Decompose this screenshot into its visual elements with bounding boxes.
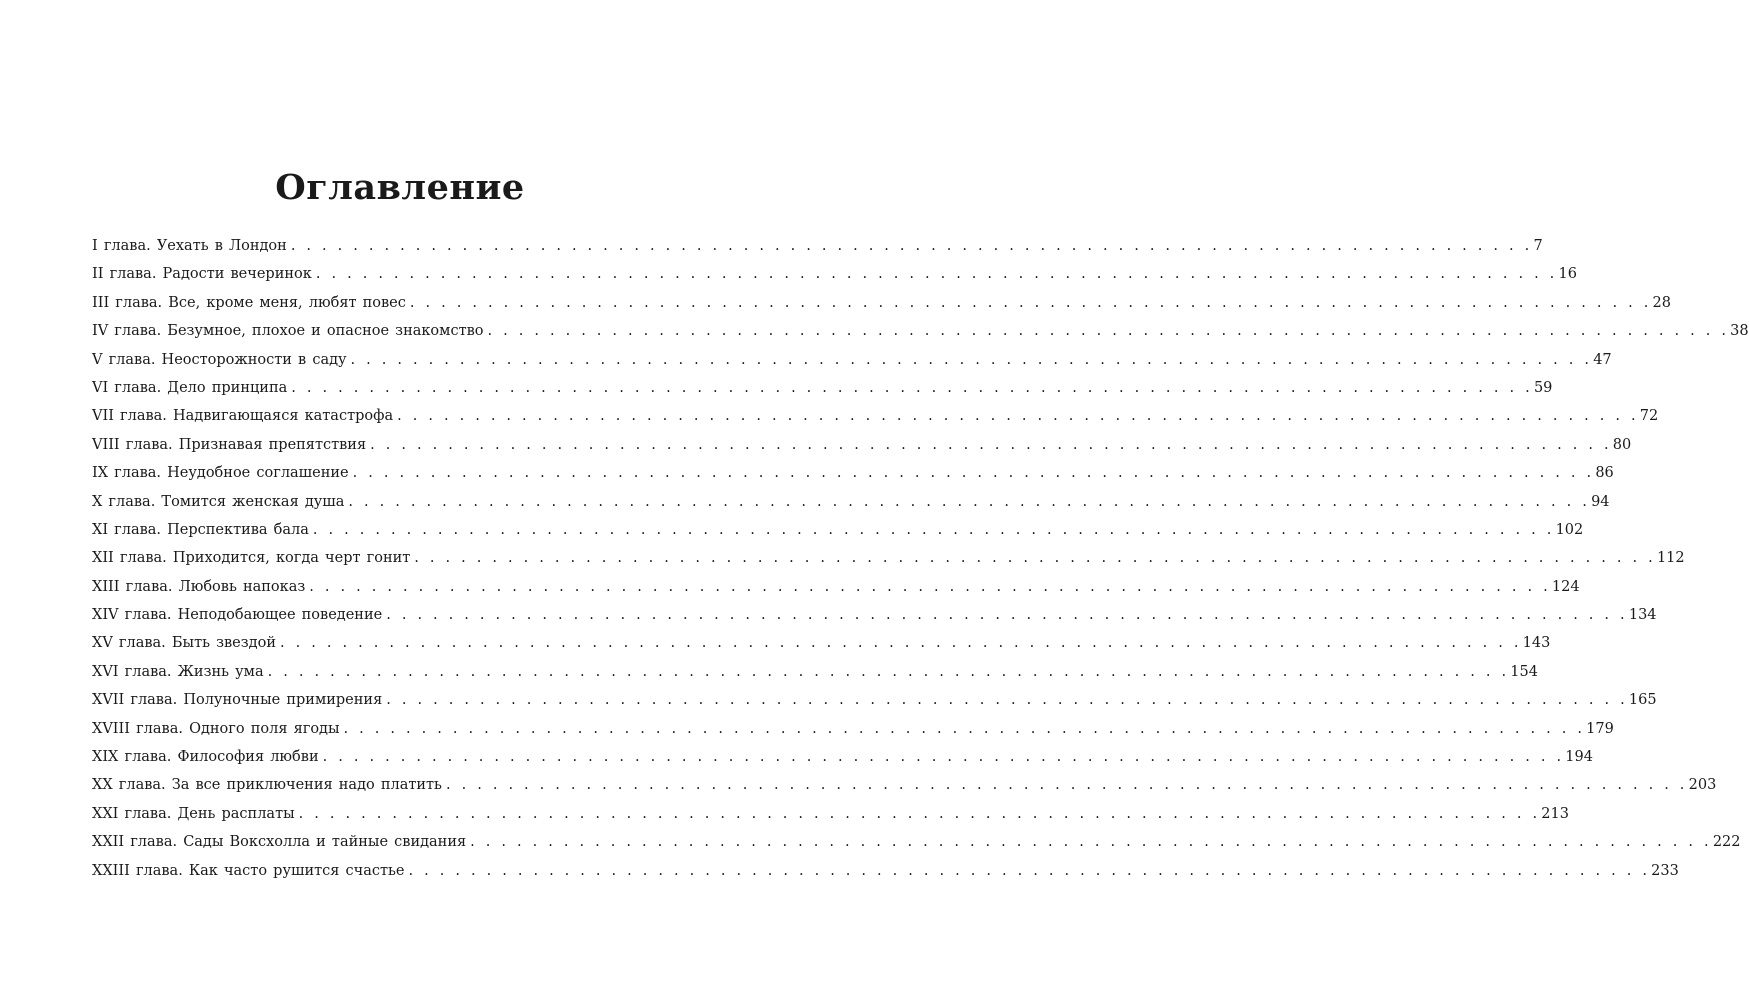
page-number: 47	[1593, 351, 1612, 368]
dot-leader: . . . . . . . . . . . . . . . . . . . . . . . . . . . . . . . . . . . . . . . . . . . . . . . . . . . . . . . . . . . . . . . . . . . . . . . . . . . . . . . .	[291, 379, 1533, 396]
page-number: 222	[1712, 834, 1741, 851]
toc-entry	[92, 317, 1749, 345]
dot-leader: . . . . . . . . . . . . . . . . . . . . . . . . . . . . . . . . . . . . . . . . . . . . . . . . . . . . . . . . . . . . . . . . . . . . . . . . . . . . . . . .	[267, 663, 1510, 680]
toc-entry	[92, 743, 1593, 771]
page-number: 203	[1688, 777, 1717, 794]
dot-leader: . . . . . . . . . . . . . . . . . . . . . . . . . . . . . . . . . . . . . . . . . . . . . . . . . . . . . . . . . . . . . . . . . . . . . . . . . . . . . . . .	[312, 521, 1555, 538]
dot-leader: . . . . . . . . . . . . . . . . . . . . . . . . . . . . . . . . . . . . . . . . . . . . . . . . . . . . . . . . . . . . . . . . . . . . . . . . . . . . . . . .	[280, 635, 1522, 652]
chapter-title: V глава. Неосторожности в саду	[92, 351, 347, 368]
dot-leader: . . . . . . . . . . . . . . . . . . . . . . . . . . . . . . . . . . . . . . . . . . . . . . . . . . . . . . . . . . . . . . . . . . . . . . . . . . . . . . . .	[397, 408, 1639, 425]
page-title: Оглавление	[275, 167, 525, 208]
dot-leader: . . . . . . . . . . . . . . . . . . . . . . . . . . . . . . . . . . . . . . . . . . . . . . . . . . . . . . . . . . . . . . . . . . . . . . . . . . . . . . . .	[352, 465, 1595, 482]
toc-entry	[92, 516, 1584, 544]
page-number: 233	[1651, 862, 1679, 879]
chapter-title: II глава. Радости вечеринок	[92, 266, 312, 283]
chapter-title: X глава. Томится женская душа	[92, 493, 345, 510]
toc-entry	[92, 800, 1569, 828]
page-number: 102	[1555, 521, 1584, 538]
toc-entry	[92, 828, 1741, 856]
chapter-title: VIII глава. Признавая препятствия	[92, 436, 367, 453]
chapter-title: XII глава. Приходится, когда черт гонит	[92, 550, 411, 567]
dot-leader: . . . . . . . . . . . . . . . . . . . . . . . . . . . . . . . . . . . . . . . . . . . . . . . . . . . . . . . . . . . . . . . . . . . . . . . . . . . . . . . .	[470, 834, 1712, 851]
toc-entry	[92, 686, 1657, 714]
chapter-title: XXII глава. Сады Воксхолла и тайные свидания	[92, 834, 467, 851]
page-number: 179	[1586, 720, 1614, 737]
toc-entry	[92, 459, 1614, 487]
page-number: 143	[1522, 635, 1551, 652]
page-number: 154	[1510, 663, 1538, 680]
page-number: 72	[1639, 408, 1659, 425]
dot-leader: . . . . . . . . . . . . . . . . . . . . . . . . . . . . . . . . . . . . . . . . . . . . . . . . . . . . . . . . . . . . . . . . . . . . . . . . . . . . . . . .	[408, 862, 1651, 879]
chapter-title: IV глава. Безумное, плохое и опасное знакомство	[92, 323, 484, 340]
chapter-title: XIII глава. Любовь напоказ	[92, 578, 306, 595]
page-number: 112	[1656, 550, 1685, 567]
dot-leader: . . . . . . . . . . . . . . . . . . . . . . . . . . . . . . . . . . . . . . . . . . . . . . . . . . . . . . . . . . . . . . . . . . . . . . . . . . . . . . . .	[445, 777, 1688, 794]
chapter-title: XVI глава. Жизнь ума	[92, 663, 264, 680]
dot-leader: . . . . . . . . . . . . . . . . . . . . . . . . . . . . . . . . . . . . . . . . . . . . . . . . . . . . . . . . . . . . . . . . . . . . . . . . . . . . . . . .	[370, 436, 1612, 453]
dot-leader: . . . . . . . . . . . . . . . . . . . . . . . . . . . . . . . . . . . . . . . . . . . . . . . . . . . . . . . . . . . . . . . . . . . . . . . . . . . . . . . .	[343, 720, 1586, 737]
chapter-title: XXIII глава. Как часто рушится счастье	[92, 862, 405, 879]
dot-leader: . . . . . . . . . . . . . . . . . . . . . . . . . . . . . . . . . . . . . . . . . . . . . . . . . . . . . . . . . . . . . . . . . . . . . . . . . . . . . . . .	[414, 550, 1656, 567]
toc-entry	[92, 715, 1614, 743]
toc-entry	[92, 289, 1671, 317]
toc-entry	[92, 573, 1580, 601]
toc-entry	[92, 544, 1685, 572]
toc-entry	[92, 488, 1610, 516]
dot-leader: . . . . . . . . . . . . . . . . . . . . . . . . . . . . . . . . . . . . . . . . . . . . . . . . . . . . . . . . . . . . . . . . . . . . . . . . . . . . . . . .	[290, 238, 1533, 254]
chapter-title: III глава. Все, кроме меня, любят повес	[92, 294, 406, 311]
dot-leader: . . . . . . . . . . . . . . . . . . . . . . . . . . . . . . . . . . . . . . . . . . . . . . . . . . . . . . . . . . . . . . . . . . . . . . . . . . . . . . . .	[409, 294, 1652, 311]
dot-leader: . . . . . . . . . . . . . . . . . . . . . . . . . . . . . . . . . . . . . . . . . . . . . . . . . . . . . . . . . . . . . . . . . . . . . . . . . . . . . . . .	[386, 607, 1628, 624]
page-number: 28	[1652, 294, 1671, 311]
toc-entry	[92, 857, 1679, 885]
page-number: 134	[1628, 607, 1657, 624]
page-number: 38	[1730, 323, 1749, 340]
toc-entry	[92, 771, 1717, 799]
toc-entry	[92, 232, 1543, 260]
dot-leader: . . . . . . . . . . . . . . . . . . . . . . . . . . . . . . . . . . . . . . . . . . . . . . . . . . . . . . . . . . . . . . . . . . . . . . . . . . . . . . . .	[386, 692, 1628, 709]
page-number: 7	[1533, 238, 1543, 254]
chapter-title: VI глава. Дело принципа	[92, 379, 288, 396]
page-number: 16	[1558, 266, 1577, 283]
dot-leader: . . . . . . . . . . . . . . . . . . . . . . . . . . . . . . . . . . . . . . . . . . . . . . . . . . . . . . . . . . . . . . . . . . . . . . . . . . . . . . . .	[322, 749, 1565, 766]
chapter-title: XVII глава. Полуночные примирения	[92, 692, 383, 709]
page-number: 59	[1533, 379, 1553, 396]
page-number: 124	[1551, 578, 1580, 595]
chapter-title: XV глава. Быть звездой	[92, 635, 276, 652]
chapter-title: XX глава. За все приключения надо платить	[92, 777, 442, 794]
toc-entry	[92, 374, 1553, 402]
dot-leader: . . . . . . . . . . . . . . . . . . . . . . . . . . . . . . . . . . . . . . . . . . . . . . . . . . . . . . . . . . . . . . . . . . . . . . . . . . . . . . . .	[487, 323, 1730, 340]
dot-leader: . . . . . . . . . . . . . . . . . . . . . . . . . . . . . . . . . . . . . . . . . . . . . . . . . . . . . . . . . . . . . . . . . . . . . . . . . . . . . . . .	[348, 493, 1591, 510]
chapter-title: XIX глава. Философия любви	[92, 749, 319, 766]
page-number: 94	[1591, 493, 1610, 510]
dot-leader: . . . . . . . . . . . . . . . . . . . . . . . . . . . . . . . . . . . . . . . . . . . . . . . . . . . . . . . . . . . . . . . . . . . . . . . . . . . . . . . .	[350, 351, 1593, 368]
page-number: 80	[1612, 436, 1632, 453]
dot-leader: . . . . . . . . . . . . . . . . . . . . . . . . . . . . . . . . . . . . . . . . . . . . . . . . . . . . . . . . . . . . . . . . . . . . . . . . . . . . . . . .	[298, 805, 1541, 822]
chapter-title: XXI глава. День расплаты	[92, 805, 295, 822]
dot-leader: . . . . . . . . . . . . . . . . . . . . . . . . . . . . . . . . . . . . . . . . . . . . . . . . . . . . . . . . . . . . . . . . . . . . . . . . . . . . . . . .	[315, 266, 1558, 283]
toc-entry	[92, 260, 1577, 288]
chapter-title: I глава. Уехать в Лондон	[92, 238, 287, 254]
chapter-title: XVIII глава. Одного поля ягоды	[92, 720, 340, 737]
toc-entry	[92, 658, 1538, 686]
toc-entry	[92, 346, 1612, 374]
toc-entry	[92, 601, 1657, 629]
page-number: 194	[1565, 749, 1593, 766]
toc-entry	[92, 629, 1551, 657]
chapter-title: IX глава. Неудобное соглашение	[92, 465, 349, 482]
chapter-title: VII глава. Надвигающаяся катастрофа	[92, 408, 394, 425]
toc-entry	[92, 402, 1659, 430]
page-number: 86	[1595, 465, 1614, 482]
page-number: 165	[1628, 692, 1657, 709]
chapter-title: XI глава. Перспектива бала	[92, 521, 309, 538]
dot-leader: . . . . . . . . . . . . . . . . . . . . . . . . . . . . . . . . . . . . . . . . . . . . . . . . . . . . . . . . . . . . . . . . . . . . . . . . . . . . . . . .	[309, 578, 1551, 595]
chapter-title: XIV глава. Неподобающее поведение	[92, 607, 383, 624]
page-number: 213	[1541, 805, 1569, 822]
table-of-contents	[92, 232, 1749, 885]
toc-entry	[92, 431, 1632, 459]
